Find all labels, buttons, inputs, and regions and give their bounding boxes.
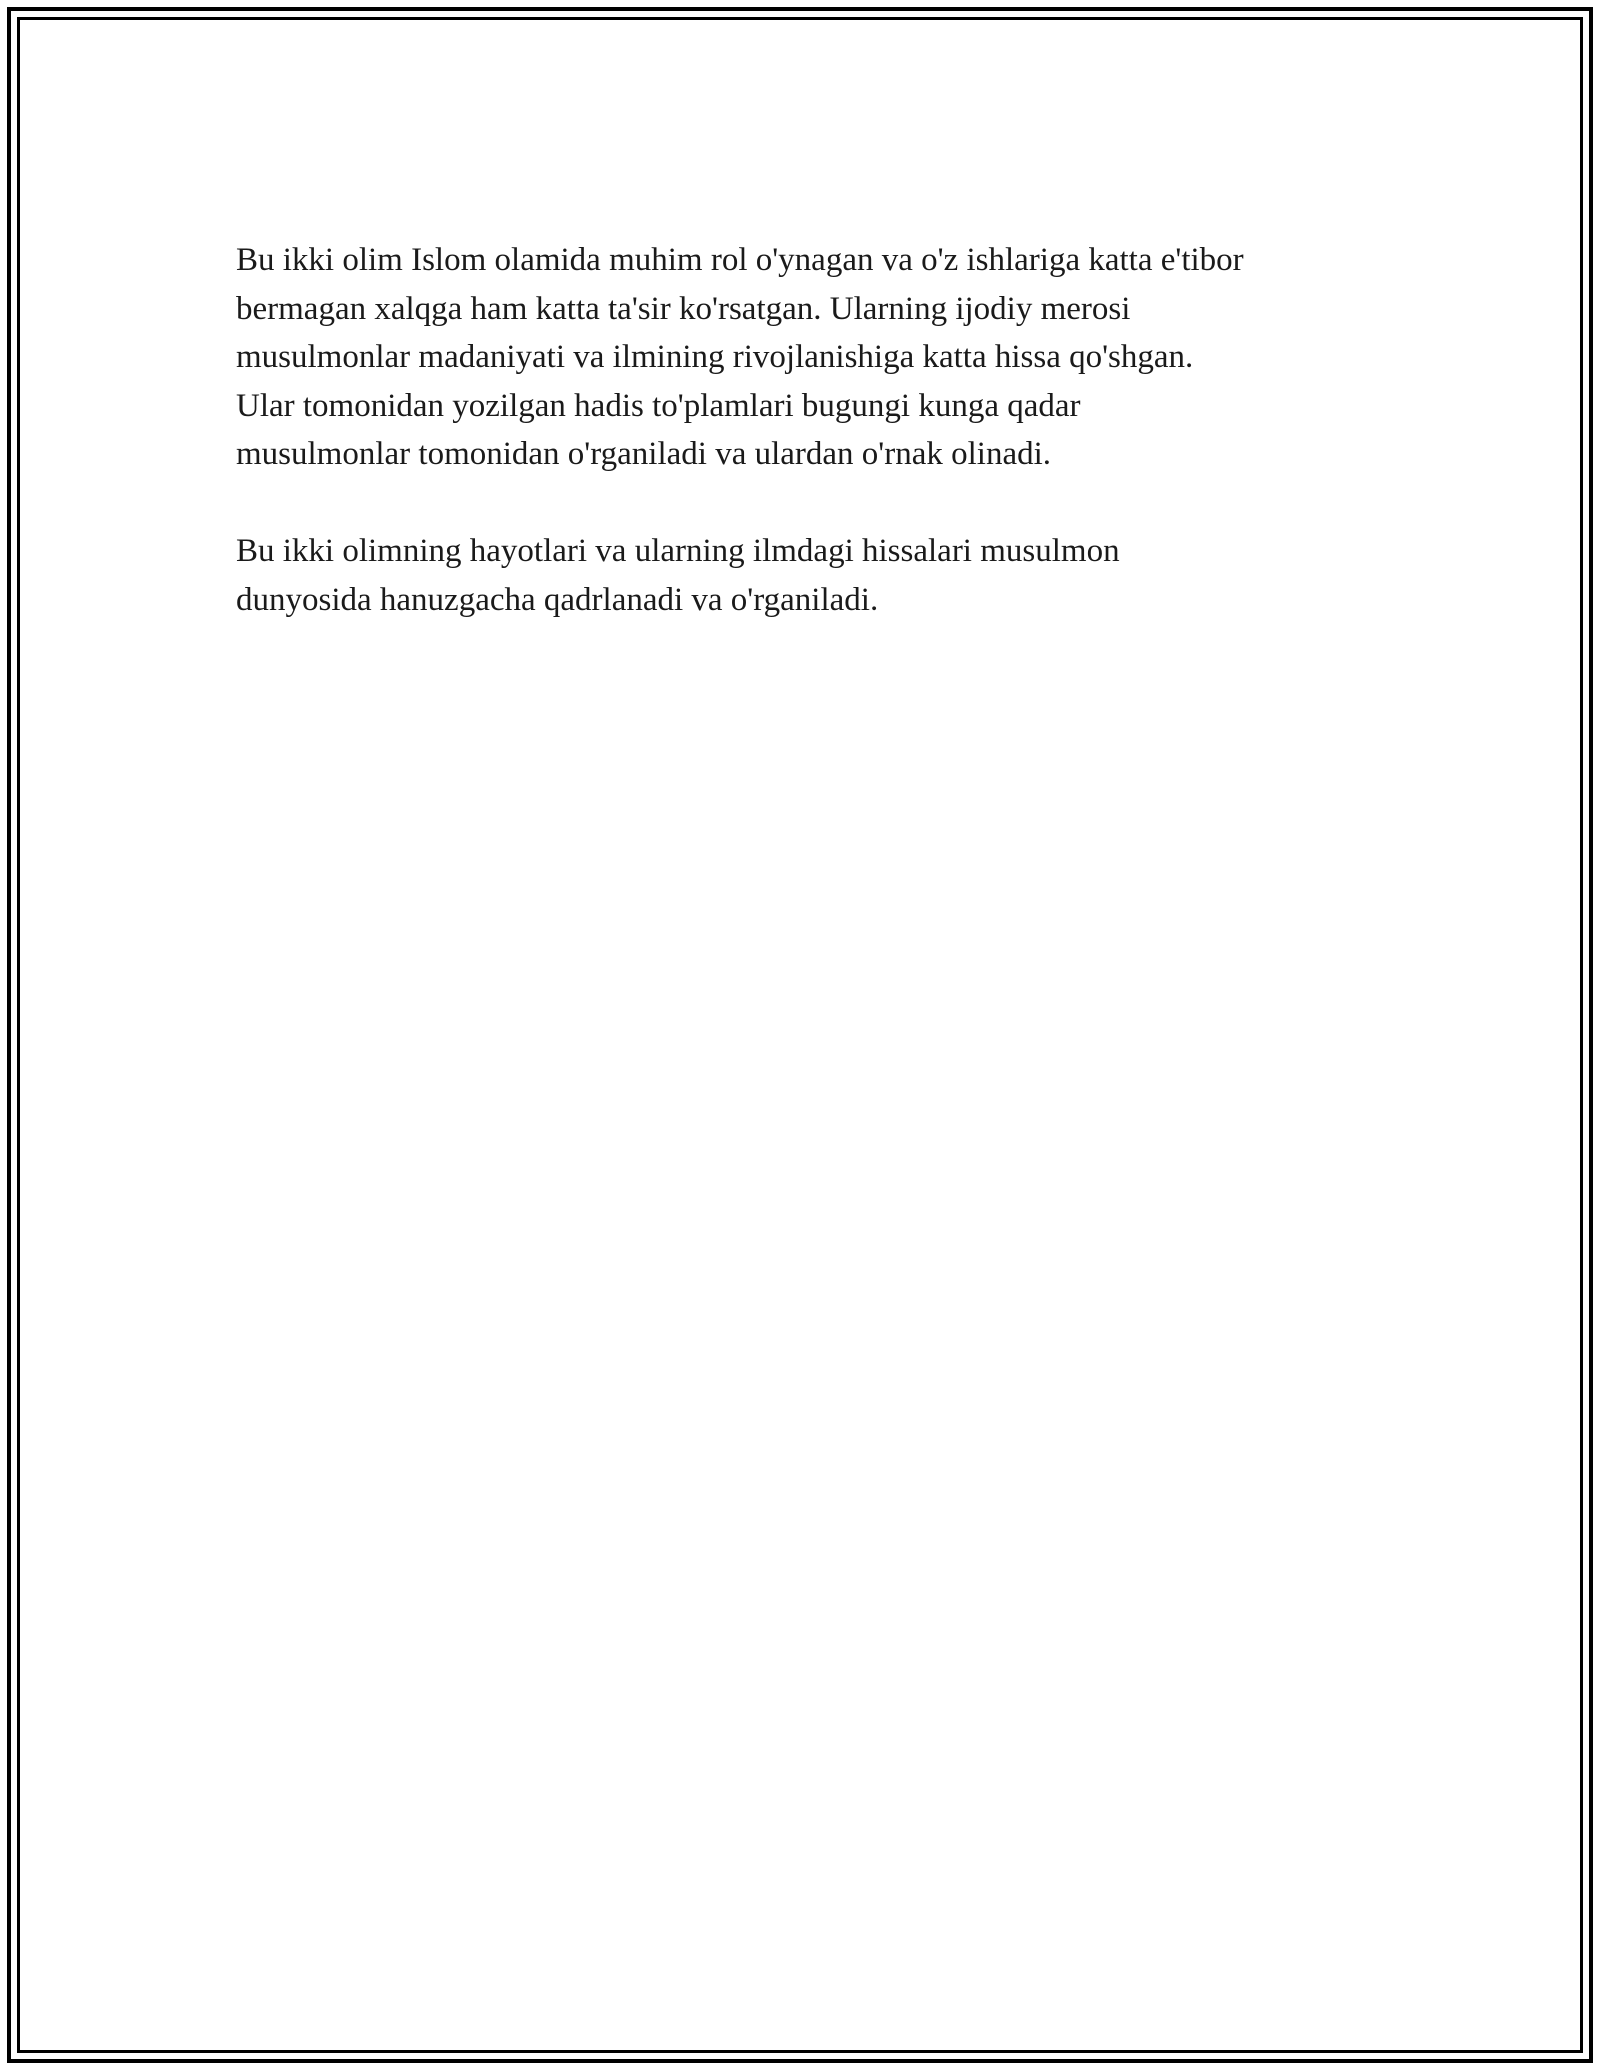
text-line: dunyosida hanuzgacha qadrlanadi va o'rganiladi. <box>236 581 879 618</box>
paragraph-2 <box>236 527 1396 624</box>
paragraph-1 <box>236 236 1396 479</box>
document-body <box>236 236 1396 624</box>
text-line: Bu ikki olimning hayotlari va ularning ilmdagi hissalari musulmon <box>236 533 1120 569</box>
text-line: Bu ikki olim Islom olamida muhim rol o'ynagan va o'z ishlariga katta e'tibor <box>236 242 1244 278</box>
text-line: musulmonlar tomonidan o'rganiladi va ulardan o'rnak olinadi. <box>236 436 1052 472</box>
text-line: Ular tomonidan yozilgan hadis to'plamlari bugungi kunga qadar <box>236 387 1081 424</box>
text-line: bermagan xalqga ham katta ta'sir ko'rsatgan. Ularning ijodiy merosi <box>236 290 1131 327</box>
text-line: musulmonlar madaniyati va ilmining rivojlanishiga katta hissa qo'shgan. <box>236 339 1194 375</box>
